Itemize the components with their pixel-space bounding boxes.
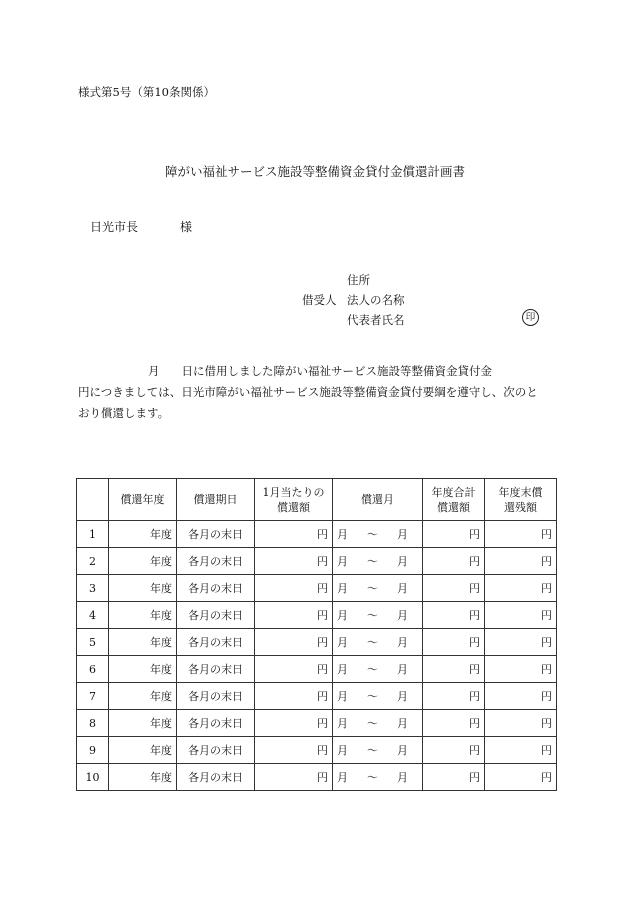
due-date-cell: 各月の末日 <box>177 521 255 548</box>
repayment-months-cell <box>333 737 423 764</box>
address-label: 住所 <box>347 273 370 287</box>
annual-total-cell: 円 <box>423 548 485 575</box>
repayment-year-cell: 年度 <box>109 602 177 629</box>
annual-total-cell: 円 <box>423 575 485 602</box>
table-row <box>77 629 557 656</box>
header-monthly-amount-line1: 1月当たりの <box>262 485 325 499</box>
tilde: 〜 <box>367 555 378 568</box>
header-year-end-balance-line1: 年度末償 <box>498 485 543 499</box>
monthly-amount-cell: 円 <box>255 548 333 575</box>
table-row <box>77 656 557 683</box>
row-number: 8 <box>77 710 109 737</box>
representative-name-label: 代表者氏名 <box>347 313 405 327</box>
due-date-cell: 各月の末日 <box>177 656 255 683</box>
monthly-amount-cell: 円 <box>255 710 333 737</box>
table-row <box>77 548 557 575</box>
header-year-end-balance <box>485 479 557 521</box>
body-line-1-rest: 日に借用しました障がい福祉サービス施設等整備資金貸付金 <box>181 364 492 378</box>
repayment-months-cell <box>333 575 423 602</box>
year-end-balance-cell: 円 <box>485 521 557 548</box>
annual-total-cell: 円 <box>423 602 485 629</box>
start-month-unit: 月 <box>337 609 348 622</box>
end-month-unit: 月 <box>397 636 408 649</box>
year-end-balance-cell: 円 <box>485 710 557 737</box>
header-annual-total-line2: 償還額 <box>437 500 470 514</box>
due-date-cell: 各月の末日 <box>177 683 255 710</box>
annual-total-cell: 円 <box>423 656 485 683</box>
row-number: 5 <box>77 629 109 656</box>
table-row <box>77 602 557 629</box>
body-month: 月 <box>148 364 160 378</box>
repayment-months-cell <box>333 521 423 548</box>
addressee-name: 日光市長 <box>90 220 139 234</box>
body-line-3: おり償還します。 <box>78 406 170 420</box>
document-title: 障がい福祉サービス施設等整備資金貸付金償還計画書 <box>164 164 465 179</box>
header-monthly-amount-line2: 償還額 <box>277 500 310 514</box>
repayment-months-cell <box>333 629 423 656</box>
end-month-unit: 月 <box>397 555 408 568</box>
annual-total-cell: 円 <box>423 683 485 710</box>
start-month-unit: 月 <box>337 582 348 595</box>
year-end-balance-cell: 円 <box>485 548 557 575</box>
borrower-role-label: 借受人 <box>302 293 337 307</box>
due-date-cell: 各月の末日 <box>177 710 255 737</box>
repayment-months-cell <box>333 764 423 791</box>
row-number: 9 <box>77 737 109 764</box>
table-row <box>77 710 557 737</box>
tilde: 〜 <box>367 528 378 541</box>
end-month-unit: 月 <box>397 771 408 784</box>
end-month-unit: 月 <box>397 690 408 703</box>
repayment-months-cell <box>333 710 423 737</box>
table-row <box>77 764 557 791</box>
header-repayment-year: 償還年度 <box>109 479 177 521</box>
monthly-amount-cell: 円 <box>255 683 333 710</box>
end-month-unit: 月 <box>397 744 408 757</box>
due-date-cell: 各月の末日 <box>177 602 255 629</box>
end-month-unit: 月 <box>397 663 408 676</box>
repayment-year-cell: 年度 <box>109 521 177 548</box>
tilde: 〜 <box>367 771 378 784</box>
tilde: 〜 <box>367 609 378 622</box>
annual-total-cell: 円 <box>423 764 485 791</box>
header-due-date: 償還期日 <box>177 479 255 521</box>
due-date-cell: 各月の末日 <box>177 575 255 602</box>
header-index <box>77 479 109 521</box>
tilde: 〜 <box>367 636 378 649</box>
monthly-amount-cell: 円 <box>255 521 333 548</box>
row-number: 4 <box>77 602 109 629</box>
due-date-cell: 各月の末日 <box>177 629 255 656</box>
table-header-row <box>77 479 557 521</box>
monthly-amount-cell: 円 <box>255 629 333 656</box>
year-end-balance-cell: 円 <box>485 575 557 602</box>
annual-total-cell: 円 <box>423 629 485 656</box>
repayment-months-cell <box>333 602 423 629</box>
repayment-year-cell: 年度 <box>109 656 177 683</box>
start-month-unit: 月 <box>337 690 348 703</box>
tilde: 〜 <box>367 663 378 676</box>
year-end-balance-cell: 円 <box>485 764 557 791</box>
header-year-end-balance-line2: 還残額 <box>504 500 537 514</box>
table-row <box>77 683 557 710</box>
end-month-unit: 月 <box>397 609 408 622</box>
table-row <box>77 575 557 602</box>
monthly-amount-cell: 円 <box>255 602 333 629</box>
end-month-unit: 月 <box>397 582 408 595</box>
row-number: 10 <box>77 764 109 791</box>
row-number: 3 <box>77 575 109 602</box>
tilde: 〜 <box>367 582 378 595</box>
repayment-year-cell: 年度 <box>109 548 177 575</box>
table-row <box>77 521 557 548</box>
monthly-amount-cell: 円 <box>255 656 333 683</box>
table-row <box>77 737 557 764</box>
year-end-balance-cell: 円 <box>485 737 557 764</box>
annual-total-cell: 円 <box>423 737 485 764</box>
row-number: 2 <box>77 548 109 575</box>
year-end-balance-cell: 円 <box>485 629 557 656</box>
addressee-honorific: 様 <box>180 220 193 234</box>
header-annual-total <box>423 479 485 521</box>
repayment-months-cell <box>333 548 423 575</box>
end-month-unit: 月 <box>397 717 408 730</box>
repayment-year-cell: 年度 <box>109 737 177 764</box>
repayment-year-cell: 年度 <box>109 683 177 710</box>
due-date-cell: 各月の末日 <box>177 737 255 764</box>
tilde: 〜 <box>367 744 378 757</box>
due-date-cell: 各月の末日 <box>177 548 255 575</box>
repayment-year-cell: 年度 <box>109 575 177 602</box>
addressee <box>90 218 192 235</box>
start-month-unit: 月 <box>337 744 348 757</box>
start-month-unit: 月 <box>337 717 348 730</box>
year-end-balance-cell: 円 <box>485 656 557 683</box>
start-month-unit: 月 <box>337 528 348 541</box>
monthly-amount-cell: 円 <box>255 575 333 602</box>
year-end-balance-cell: 円 <box>485 602 557 629</box>
year-end-balance-cell: 円 <box>485 683 557 710</box>
annual-total-cell: 円 <box>423 710 485 737</box>
annual-total-cell: 円 <box>423 521 485 548</box>
monthly-amount-cell: 円 <box>255 764 333 791</box>
repayment-months-cell <box>333 656 423 683</box>
start-month-unit: 月 <box>337 555 348 568</box>
repayment-schedule-table <box>76 478 557 791</box>
start-month-unit: 月 <box>337 663 348 676</box>
body-line-1 <box>148 361 492 382</box>
repayment-months-cell <box>333 683 423 710</box>
end-month-unit: 月 <box>397 528 408 541</box>
monthly-amount-cell: 円 <box>255 737 333 764</box>
start-month-unit: 月 <box>337 636 348 649</box>
start-month-unit: 月 <box>337 771 348 784</box>
body-line-2: 円につきましては、日光市障がい福祉サービス施設等整備資金貸付要綱を遵守し、次のと <box>78 385 538 399</box>
due-date-cell: 各月の末日 <box>177 764 255 791</box>
form-number: 様式第5号（第10条関係） <box>78 85 215 99</box>
header-monthly-amount <box>255 479 333 521</box>
tilde: 〜 <box>367 717 378 730</box>
row-number: 7 <box>77 683 109 710</box>
corporation-name-label: 法人の名称 <box>347 293 405 307</box>
header-repayment-months: 償還月 <box>333 479 423 521</box>
header-annual-total-line1: 年度合計 <box>431 485 476 499</box>
repayment-year-cell: 年度 <box>109 629 177 656</box>
row-number: 6 <box>77 656 109 683</box>
row-number: 1 <box>77 521 109 548</box>
seal-mark: 印 <box>522 309 539 326</box>
repayment-year-cell: 年度 <box>109 710 177 737</box>
repayment-year-cell: 年度 <box>109 764 177 791</box>
tilde: 〜 <box>367 690 378 703</box>
